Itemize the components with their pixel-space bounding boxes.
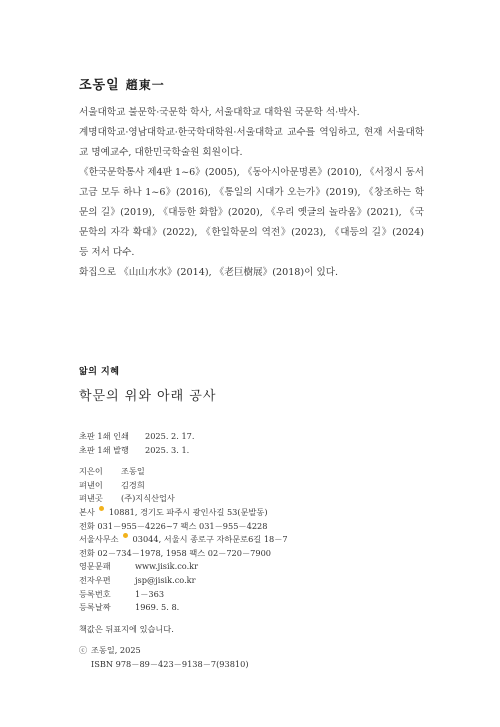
credit-row-company [79,492,409,506]
publishing-row [79,444,409,458]
head-office-phone: 전화 031－955－4226~7 팩스 031－955－4228 [79,520,268,531]
bullet-dot-icon [123,533,128,538]
bio-line-education: 서울대학교 불문학·국문학 학사, 서울대학교 대학원 국문학 석·박사. [79,107,360,118]
colophon [79,430,409,672]
credit-value: 조동일 [121,466,145,477]
seoul-office-address-text: 03044, 서울시 종로구 자하문로6길 18－7 [132,534,288,545]
credit-label: 지은이 [79,466,103,477]
seoul-office-phone: 전화 02－734－1978, 1958 팩스 02－720－7900 [79,547,272,558]
contact-value: jsp@jisik.co.kr [135,574,196,585]
bio-line-career: 계명대학교·영남대학교·한국학대학원·서울대학교 교수를 역임하고, 현재 서울대학교 명예교수, 대한민국학술원 회원이다. [79,127,424,158]
publisher-brand: 앎의 지혜 [79,367,120,377]
contact-value: www.jisik.co.kr [135,561,199,572]
head-office-address-text: 10881, 경기도 파주시 광인사길 53(문발동) [108,506,268,517]
contact-row-regdate [79,601,409,615]
copyright-line [79,644,409,658]
publishing-label: 초판 1쇄 발행 [79,444,129,455]
contact-value: 1969. 5. 8. [135,602,180,613]
credit-value: (주)지식산업사 [121,493,175,504]
credit-row-author [79,465,409,479]
head-office-address [79,506,409,520]
contact-label: 등록날짜 [79,602,111,613]
author-name-hanja: 趙東一 [125,78,165,92]
bio-line-works: 《한국문학통사 제4판 1~6》(2005), 《동아시아문명론》(2010), 《서정시 동서고금 모두 하나 1~6》(2016), 《통일의 시대가 오는가》(2019), 《창조하는 학문의 길》(2019), 《대등한 화합》(2020), 《우리 옛글의 놀라움》(2021), 《국문학의 자각 확대》(2022), 《한일학문의 역전》(2023), 《대등의 길》(2024) 등 저서 다수. [79,167,424,258]
credit-row-publisher [79,479,409,493]
contact-label: 등록번호 [79,588,111,599]
contact-row-email [79,574,409,588]
credit-label: 펴낸이 [79,479,103,490]
contact-row-web [79,560,409,574]
copyright-icon: ⓒ [79,645,88,656]
bullet-dot-icon [99,506,104,511]
seoul-office-address [79,533,409,547]
printing-date: 2025. 2. 17. [145,431,195,441]
credit-label: 펴낸곳 [79,493,103,504]
head-office-label: 본사 [79,506,95,517]
contact-label: 전자우편 [79,574,111,585]
credit-value: 김경희 [121,479,145,490]
copyright-text: 조동일, 2025 [91,645,141,656]
printing-label: 초판 1쇄 인쇄 [79,431,129,441]
printing-row [79,430,409,444]
isbn-line: ISBN 978－89－423－9138－7(93810) [91,658,249,669]
author-name-korean: 조동일 [79,78,120,93]
book-title: 학문의 위와 아래 공사 [79,389,217,404]
publishing-date: 2025. 3. 1. [145,444,190,455]
author-bio [79,103,424,283]
exchange-note: 책값은 뒤표지에 있습니다. [79,623,174,634]
contact-label: 영문문패 [79,561,111,572]
contact-row-regno [79,588,409,602]
bio-line-art: 화집으로 《山山水水》(2014), 《老巨樹展》(2018)이 있다. [79,267,339,278]
seoul-office-label: 서울사무소 [79,534,119,545]
author-name [79,74,165,93]
contact-value: 1－363 [135,588,165,599]
